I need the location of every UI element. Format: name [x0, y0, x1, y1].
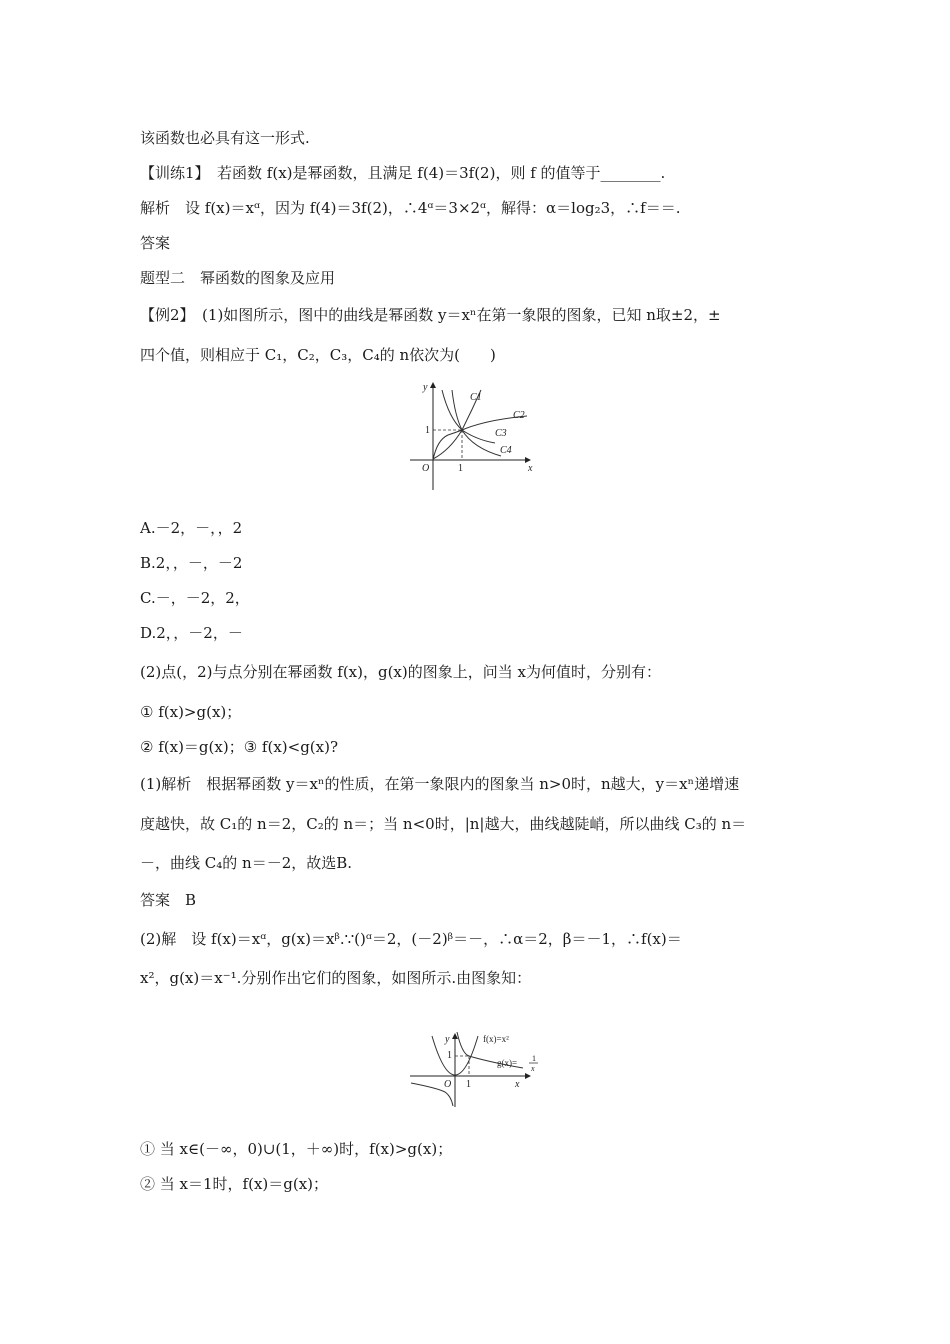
text-line: ② f(x)＝g(x)；③ f(x)<g(x)? — [140, 738, 339, 756]
text-line: 四个值，则相应于 C₁，C₂，C₃，C₄的 n依次为( ) — [140, 346, 496, 364]
text-line: 解析 设 f(x)＝xᵅ，因为 f(4)＝3f(2)，∴4ᵅ＝3×2ᵅ，解得：α＝log₂3，∴f＝＝. — [140, 199, 681, 217]
tick-label-x: 1 — [458, 463, 463, 474]
option-d: D.2，，－2，－ — [140, 624, 243, 642]
text-line: 【训练1】 若函数 f(x)是幂函数，且满足 f(4)＝3f(2)，则 f 的值等于________. — [140, 164, 666, 182]
option-c: C.－，－2，2， — [140, 589, 250, 607]
g-frac-num: 1 — [532, 1054, 536, 1063]
text-line: x²，g(x)＝x⁻¹.分别作出它们的图象，如图所示.由图象知： — [140, 969, 532, 987]
x-axis-label: x — [528, 463, 533, 474]
text-line: (2)点(，2)与点分别在幂函数 f(x)，g(x)的图象上，问当 x为何值时，分别有： — [140, 663, 661, 681]
option-a: A.－2，－，，2 — [140, 519, 243, 537]
text-line: ① f(x)>g(x)； — [140, 703, 242, 721]
text-line: 答案 — [140, 234, 171, 252]
curve-label-c3: C3 — [495, 428, 507, 439]
curve-c2 — [433, 416, 527, 460]
figure-power-curves — [405, 378, 545, 493]
y-axis-label: y — [445, 1034, 450, 1045]
origin-label: O — [422, 463, 430, 474]
tick-label-x: 1 — [466, 1079, 471, 1090]
curve-label-c1: C1 — [470, 392, 482, 403]
tick-label-y: 1 — [425, 425, 430, 436]
f-curve-label: f(x)=x² — [483, 1034, 509, 1044]
text-line: 该函数也必具有这一形式. — [140, 129, 310, 147]
origin-label: O — [444, 1079, 452, 1090]
tick-label-y: 1 — [447, 1050, 452, 1061]
figure-f-and-g — [405, 1030, 545, 1108]
curve-label-c2: C2 — [513, 410, 525, 421]
g-curve-label: g(x)= — [497, 1058, 518, 1068]
curve-label-c4: C4 — [500, 445, 512, 456]
text-line: ② 当 x＝1时，f(x)＝g(x)； — [140, 1175, 329, 1193]
text-line: 度越快，故 C₁的 n＝2，C₂的 n＝；当 n<0时，|n|越大，曲线越陡峭，所以曲线 C₃的 n＝ — [140, 815, 747, 833]
answer-line: 答案 B — [140, 891, 197, 909]
section-heading: 题型二 幂函数的图象及应用 — [140, 269, 336, 287]
g-frac-den: x — [531, 1064, 535, 1073]
text-line: ① 当 x∈(－∞，0)∪(1，＋∞)时，f(x)>g(x)； — [140, 1140, 453, 1158]
text-line: (1)解析 根据幂函数 y＝xⁿ的性质，在第一象限内的图象当 n>0时，n越大，y＝xⁿ递增速 — [140, 775, 740, 793]
text-line: (2)解 设 f(x)＝xᵅ，g(x)＝xᵝ.∵()ᵅ＝2，(－2)ᵝ＝－，∴α＝2，β＝－1，∴f(x)＝ — [140, 930, 682, 948]
x-axis-label: x — [515, 1079, 520, 1090]
y-axis-label: y — [423, 382, 428, 393]
text-line: －，曲线 C₄的 n＝－2，故选B. — [140, 854, 353, 872]
option-b: B.2，，－，－2 — [140, 554, 243, 572]
text-line: 【例2】 (1)如图所示，图中的曲线是幂函数 y＝xⁿ在第一象限的图象，已知 n取±2，± — [140, 306, 721, 324]
